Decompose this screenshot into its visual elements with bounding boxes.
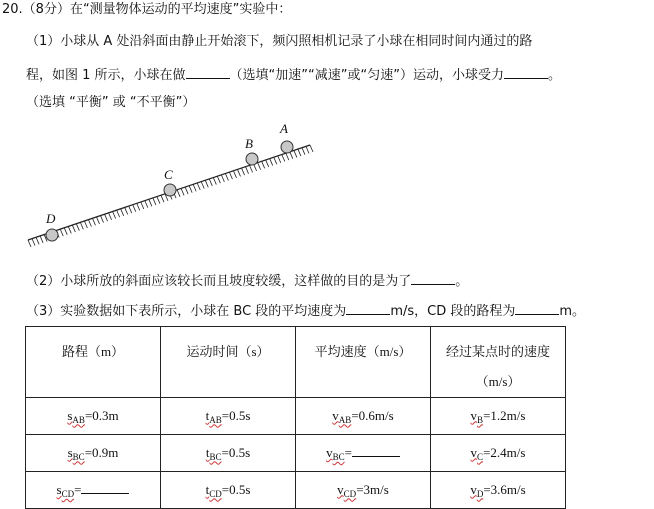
force-balance-blank[interactable] (504, 64, 548, 79)
cell-distance-bc: $s_{BC}=0.9m$ (26, 435, 161, 472)
question-header: 20.（8分）在“测量物体运动的平均速度”实验中： (2, 2, 292, 17)
part1-line3: （选填 “平衡” 或 “不平衡”） (26, 95, 196, 110)
header-avg-speed: 平均速度（m/s） (296, 327, 431, 398)
cell-time-bc: $t_{BC}=0.5s$ (161, 435, 296, 472)
table-row (26, 435, 566, 472)
part3-line (26, 300, 585, 322)
ball-b (246, 153, 258, 165)
part2-line (26, 270, 468, 292)
part1-line2-text-a: 程，如图 1 所示，小球在做 (26, 68, 186, 83)
ball-c (164, 184, 176, 196)
bc-speed-blank[interactable] (346, 300, 390, 315)
cell-avg-speed-bc: $v_{BC}=$ (296, 435, 431, 472)
part3-text-c: m。 (559, 304, 586, 319)
part3-text-a: （3）实验数据如下表所示，小球在 BC 段的平均速度为 (26, 304, 347, 319)
label-d: D (46, 211, 56, 226)
incline-figure (20, 118, 320, 263)
cell-avg-speed-cd: $v_{CD}=3m/s$ (296, 472, 431, 509)
ball-a (281, 141, 293, 153)
cell-avg-speed-ab: $v_{AB}=0.6m/s$ (296, 398, 431, 435)
cell-speed-c: $v_C=2.4m/s$ (431, 435, 566, 472)
part2-text-a: （2）小球所放的斜面应该较长而且坡度较缓，这样做的目的是为了 (26, 274, 412, 289)
part1-line2 (26, 64, 561, 86)
cd-distance-blank[interactable] (515, 300, 559, 315)
label-c: C (164, 167, 173, 182)
cell-distance-cd: $s_{CD}=$ (26, 472, 161, 509)
label-b: B (245, 136, 253, 151)
cell-distance-ab: $s_{AB}=0.3m$ (26, 398, 161, 435)
data-table (25, 326, 566, 509)
cell-time-cd: $t_{CD}=0.5s$ (161, 472, 296, 509)
cell-time-ab: $t_{AB}=0.5s$ (161, 398, 296, 435)
header-point-speed-line2: （m/s） (475, 374, 521, 389)
avg-speed-bc-blank[interactable] (352, 444, 400, 457)
header-time: 运动时间（s） (161, 327, 296, 398)
part2-text-b: 。 (455, 274, 469, 289)
part1-line2-text-c: 。 (547, 68, 561, 83)
part1-line2-text-b: （选填“加速”“减速”或“匀速”）运动，小球受力 (229, 68, 504, 83)
distance-cd-blank[interactable] (81, 481, 129, 494)
part3-text-b: m/s，CD 段的路程为 (390, 304, 516, 319)
cell-speed-d: $v_D=3.6m/s$ (431, 472, 566, 509)
header-point-speed (431, 327, 566, 398)
part1-line1: （1）小球从 A 处沿斜面由静止开始滚下，频闪照相机记录了小球在相同时间内通过的路 (26, 34, 533, 49)
header-distance: 路程（m） (26, 327, 161, 398)
motion-type-blank[interactable] (186, 64, 230, 79)
table-row (26, 472, 566, 509)
cell-speed-b: $v_B=1.2m/s$ (431, 398, 566, 435)
table-row (26, 398, 566, 435)
table-header-row (26, 327, 566, 398)
header-point-speed-line1: 经过某点时的速度 (445, 344, 550, 359)
purpose-blank[interactable] (411, 270, 455, 285)
label-a: A (280, 121, 288, 136)
ball-d (46, 229, 58, 241)
